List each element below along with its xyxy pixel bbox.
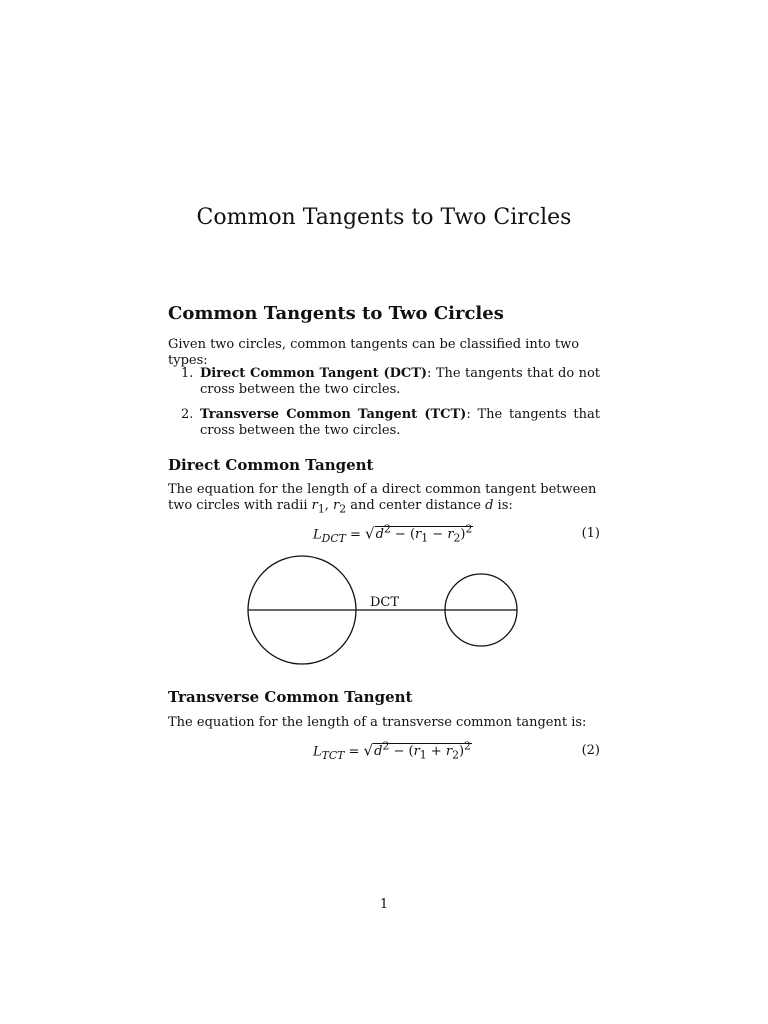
formula-tct: $L_{TCT} = √d^2 - (r_1 + r_2)^2$ [313,740,471,762]
dct-label: DCT [370,595,400,610]
formula-dct: $L_{DCT} = √d^2 - (r_1 - r_2)^2$ [313,523,473,545]
list-term: Direct Common Tangent (DCT) [200,366,428,381]
section-title: Common Tangents to Two Circles [168,303,504,324]
list-text [200,366,600,398]
equation-dct [168,523,600,545]
list-desc: : The tangents that do not cross between the two circles. [200,366,600,397]
subsection-title-tct: Transverse Common Tangent [168,688,413,706]
subsection-title-dct: Direct Common Tangent [168,456,374,474]
list-number: 2. [181,407,194,422]
tct-paragraph: The equation for the length of a transverse common tangent is: [168,715,587,730]
circles-diagram [240,550,530,675]
page-number: 1 [379,897,389,912]
equation-number: (2) [581,743,600,758]
intro-paragraph: Given two circles, common tangents can be classified into two types: [168,337,580,368]
list-desc: : The tangents that cross between the two circles. [200,407,600,438]
list-term: Transverse Common Tangent (TCT) [200,407,467,422]
list-text [200,407,600,439]
equation-number: (1) [581,526,600,541]
list-number: 1. [181,366,194,381]
equation-tct [168,740,600,762]
dct-paragraph: The equation for the length of a direct common tangent between two circles with radii $r_1$, $r_2$ and center distance d is: [168,482,597,516]
document-title: Common Tangents to Two Circles [196,205,572,230]
